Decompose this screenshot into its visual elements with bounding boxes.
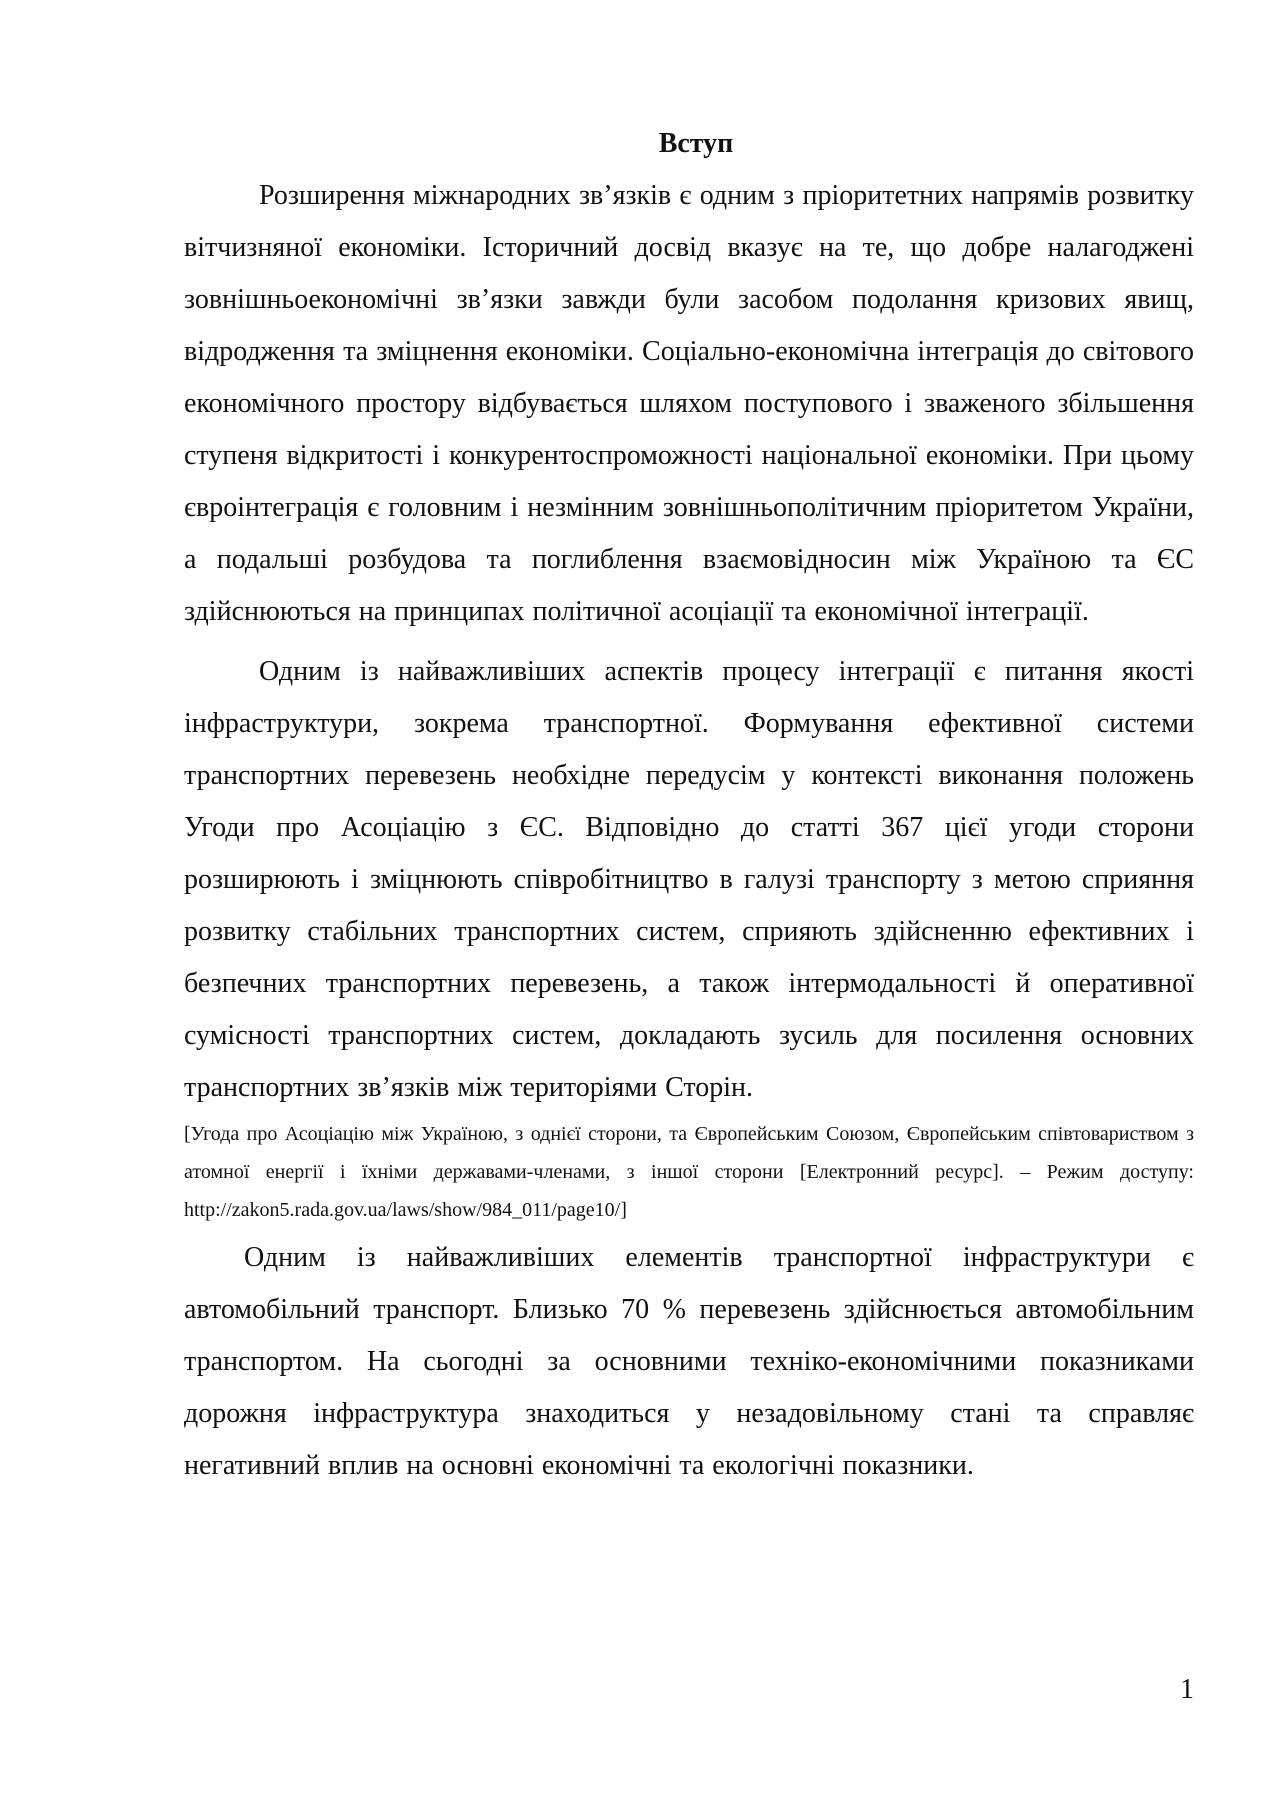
reference-citation: [Угода про Асоціацію між Україною, з однієї сторони, та Європейським Союзом, Європейським співтовариством з атомної енергії і їхніми державами-членами, з іншої сторони [Електронний ресурс]. – Режим доступу: http://zakon5.rada.gov.ua/laws/show/984_011/page10/] (184, 1123, 1194, 1221)
section-title: Вступ (658, 128, 734, 159)
paragraph-road-transport: Одним із найважливіших елементів транспортної інфраструктури є автомобільний транспорт. Близько 70 % перевезень здійснюється автомобільним транспортом. На сьогодні за основними техніко-економічними показниками дорожня інфраструктура знаходиться у незадовільному стані та справляє негативний вплив на основні економічні та екологічні показники. (184, 1242, 1194, 1481)
paragraph-eu-integration: Розширення міжнародних зв’язків є одним з пріоритетних напрямів розвитку вітчизняної економіки. Історичний досвід вказує на те, що добре налагоджені зовнішньоекономічні зв’язки завжди були засобом подолання кризових явищ, відродження та зміцнення економіки. Соціально-економічна інтеграція до світового економічного простору відбувається шляхом поступового і зваженого збільшення ступеня відкритості і конкурентоспроможності національної економіки. При цьому євроінтеграція є головним і незмінним зовнішньополітичним пріоритетом України, а подальші розбудова та поглиблення взаємовідносин між Україною та ЄС здійснюються на принципах політичної асоціації та економічної інтеграції. (184, 180, 1194, 627)
page-number: 1 (1180, 1674, 1194, 1705)
paragraph-transport-infrastructure: Одним із найважливіших аспектів процесу інтеграції є питання якості інфраструктури, зокрема транспортної. Формування ефективної системи транспортних перевезень необхідне передусім у контексті виконання положень Угоди про Асоціацію з ЄС. Відповідно до статті 367 цієї угоди сторони розширюють і зміцнюють співробітництво в галузі транспорту з метою сприяння розвитку стабільних транспортних систем, сприяють здійсненню ефективних і безпечних транспортних перевезень, а також інтермодальності й оперативної сумісності транспортних систем, докладають зусиль для посилення основних транспортних зв’язків між територіями Сторін. (184, 656, 1194, 1103)
page-content (184, 118, 1194, 1492)
